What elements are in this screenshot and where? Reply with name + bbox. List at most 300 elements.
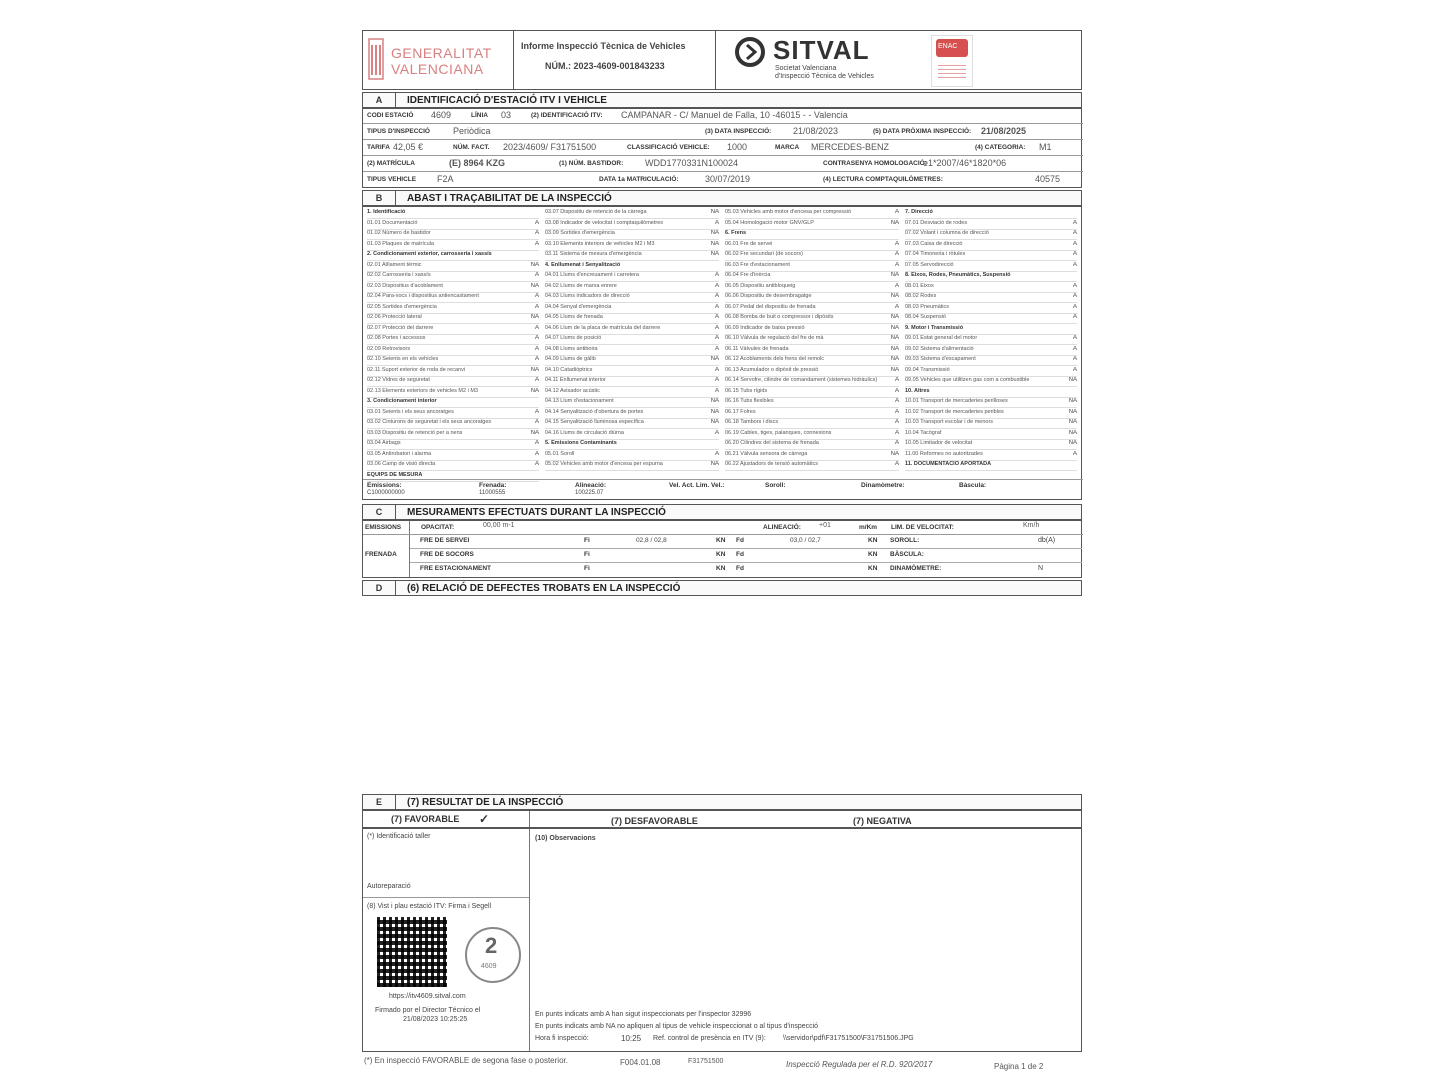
inspection-item: [367, 346, 539, 356]
inspection-report-sheet: [362, 30, 1082, 1052]
result-row: [362, 810, 1082, 828]
alignment-value: +01: [819, 522, 831, 529]
inspection-item-label: 06.16 Tubs flexibles: [725, 398, 774, 404]
gv-name-line2: VALENCIANA: [391, 61, 484, 77]
inspection-item-label: 04.01 Llums d'encreuament i carretera: [545, 272, 639, 278]
inspection-item-result: A: [534, 461, 539, 467]
inspection-item-result: NA: [890, 314, 899, 320]
inspection-item-label: 06.21 Vàlvula sensora de càrrega: [725, 450, 808, 457]
inspection-item-label: 07.05 Servodirecció: [905, 261, 954, 268]
equipment-label: Dinamòmetre:: [861, 482, 905, 489]
inspection-item: [367, 283, 539, 293]
inspection-item-result: NA: [530, 366, 539, 373]
braking-label: FRENADA: [365, 551, 397, 558]
plate-value: (E) 8964 KZG: [449, 158, 506, 168]
inspection-item-label: 7. Direcció: [905, 209, 933, 215]
enac-lines: [938, 62, 966, 78]
brake-type-label: FRE DE SERVEI: [420, 537, 470, 544]
section-d-title: (6) RELACIÓ DE DEFECTES TROBATS EN LA INSPECCIÓ: [407, 583, 681, 594]
brake-type-label: FRE ESTACIONAMENT: [420, 565, 492, 572]
footer-code2: F31751500: [688, 1058, 724, 1065]
result-favorable: (7) FAVORABLE: [391, 814, 460, 824]
inspection-item-result: A: [714, 282, 719, 289]
homologation-label: CONTRASENYA HOMOLOGACIÓ:: [823, 160, 927, 167]
inspection-item-result: A: [534, 450, 539, 457]
inspection-item: [905, 293, 1077, 303]
page-indicator: Pàgina 1 de 2: [994, 1062, 1044, 1071]
inspection-item-label: 02.13 Elements exteriors de vehicles M2 i M3: [367, 387, 478, 394]
inspection-item: [367, 335, 539, 345]
inspection-item-result: A: [534, 324, 539, 331]
inspection-item-result: A: [534, 356, 539, 362]
inspection-category: [545, 440, 719, 450]
observations-label: (10) Observacions: [535, 835, 596, 842]
section-d-header: [362, 580, 1082, 596]
inspection-item: [545, 398, 719, 408]
inspection-date-value: 21/08/2023: [793, 126, 839, 136]
inspection-category: [905, 325, 1077, 335]
inspection-item-result: NA: [710, 398, 719, 404]
inspection-item-result: A: [714, 450, 719, 457]
inspection-items-column-2: [545, 209, 719, 479]
inspection-item: [725, 440, 899, 450]
station-stamp: [465, 927, 521, 983]
emissions-label: EMISSIONS: [365, 524, 402, 531]
inspection-item-label: 06.02 Fre secundari (de socors): [725, 251, 803, 257]
inspection-item-result: A: [534, 303, 539, 310]
inspection-item: [545, 451, 719, 461]
inspection-item: [367, 409, 539, 419]
inspection-item-label: 04.07 Llums de posició: [545, 335, 602, 341]
brake-kn-unit: KN: [868, 551, 878, 558]
inspection-item: [725, 325, 899, 335]
inspection-item: [367, 367, 539, 377]
inspection-item: [905, 409, 1077, 419]
inspection-item-label: 04.02 Llums de marxa enrere: [545, 282, 617, 289]
inspection-item-label: 04.16 Llums de circulació diürna: [545, 429, 624, 436]
stamp-code: 4609: [481, 963, 497, 970]
report-title: Informe Inspecció Tècnica de Vehicles: [521, 41, 686, 51]
inspection-item-result: A: [1072, 240, 1077, 247]
inspection-item: [367, 272, 539, 282]
inspection-item-label: 08.01 Eixos: [905, 282, 934, 289]
inspection-item-result: A: [1072, 293, 1077, 299]
inspection-item-result: A: [534, 335, 539, 341]
inspection-item-result: A: [1072, 251, 1077, 257]
next-inspection-value: 21/08/2025: [981, 126, 1027, 136]
inspection-item-label: 06.07 Pedal del dispositiu de frenada: [725, 303, 816, 310]
inspection-item: [725, 356, 899, 366]
inspection-type-value: Periòdica: [453, 126, 491, 136]
opacity-label: OPACITAT:: [421, 524, 455, 531]
end-time-label: Hora fi inspecció:: [535, 1035, 589, 1042]
speed-limit-label: LIM. DE VELOCITAT:: [891, 524, 954, 531]
inspection-item-result: NA: [710, 230, 719, 236]
inspection-item-result: A: [894, 398, 899, 404]
inspection-item: [725, 419, 899, 429]
inspection-item: [545, 335, 719, 345]
enac-logo: [931, 35, 973, 87]
inspection-item-result: A: [714, 377, 719, 383]
measurement-label: BÀSCULA:: [890, 551, 924, 558]
inspection-category: [905, 461, 1077, 471]
sitval-sub1: Societat Valenciana: [775, 65, 837, 72]
inspection-item-label: 04.08 Llums antiboira: [545, 345, 598, 352]
invoice-value: 2023/4609/ F31751500: [503, 142, 597, 152]
inspection-item: [367, 314, 539, 324]
inspection-item-label: 06.10 Vàlvula de regulació del fre de mà: [725, 335, 824, 341]
registration-date-value: 30/07/2019: [705, 174, 751, 184]
section-b-header: [362, 190, 1082, 206]
brake-fi-label: Fi: [584, 551, 590, 558]
inspection-item-result: NA: [1068, 419, 1077, 425]
inspection-item-result: NA: [890, 345, 899, 352]
inspection-item: [725, 314, 899, 324]
inspection-item-label: 03.06 Camp de visió directa: [367, 461, 436, 467]
inspection-item: [545, 241, 719, 251]
registration-date-label: DATA 1a MATRICULACIÓ:: [599, 176, 679, 183]
inspection-item-label: 04.05 Llums de frenada: [545, 314, 603, 320]
equipment-value: 11000555: [479, 490, 506, 496]
inspection-item-label: 02.09 Retrovisors: [367, 345, 411, 352]
inspection-item: [905, 419, 1077, 429]
inspection-category: [905, 272, 1077, 282]
inspection-items-column-1: [367, 209, 539, 479]
inspection-category: [367, 398, 539, 408]
inspection-item-result: A: [894, 251, 899, 257]
inspection-item: [725, 209, 899, 219]
brake-fd-label: Fd: [736, 537, 744, 544]
section-a-header: [362, 92, 1082, 108]
inspection-item-result: NA: [1068, 440, 1077, 446]
station-code-label: CODI ESTACIÓ: [367, 112, 414, 119]
inspection-item-label: 6. Frens: [725, 230, 747, 236]
note-na: En punts indicats amb NA no apliquen al tipus de vehicle inspeccionat o al tipus d'inspecció: [535, 1023, 819, 1030]
inspection-item-label: 06.15 Tubs rígids: [725, 387, 768, 394]
inspection-item: [725, 293, 899, 303]
inspection-item-label: 04.11 Enllumenat interior: [545, 377, 606, 383]
inspection-item-result: NA: [1068, 408, 1077, 415]
inspection-items-column-3: [725, 209, 899, 479]
report-header: [362, 30, 1082, 90]
inspection-item: [367, 304, 539, 314]
inspection-item-label: 01.03 Plaques de matrícula: [367, 240, 434, 247]
equipment-label: Frenada:: [479, 482, 507, 489]
inspection-item-label: 06.09 Indicador de baixa pressió: [725, 324, 805, 331]
inspection-item-result: NA: [890, 450, 899, 457]
inspection-item: [905, 335, 1077, 345]
equipment-label: Emissions:: [367, 482, 402, 489]
inspection-item-label: 08.03 Pneumàtics: [905, 303, 950, 310]
inspection-item-label: 11. DOCUMENTACIÓ APORTADA: [905, 461, 992, 467]
inspection-item: [545, 356, 719, 366]
inspection-item-label: 02.10 Seients en els vehicles: [367, 356, 439, 362]
inspection-item-result: NA: [890, 356, 899, 362]
brake-kn-unit: KN: [716, 565, 726, 572]
inspection-item-result: A: [1072, 230, 1077, 236]
inspection-item: [545, 325, 719, 335]
inspection-item-label: 07.02 Volant i columna de direcció: [905, 230, 989, 236]
inspection-item-result: NA: [1068, 429, 1077, 436]
inspection-item: [367, 220, 539, 230]
inspection-item-result: A: [714, 324, 719, 331]
inspection-item-label: 11.00 Reformes no autoritzades: [905, 450, 983, 457]
inspection-item-label: 06.05 Dispositiu antibloqueig: [725, 282, 796, 289]
inspection-item: [905, 220, 1077, 230]
inspection-item: [367, 230, 539, 240]
section-a-title: IDENTIFICACIÓ D'ESTACIÓ ITV I VEHICLE: [407, 95, 607, 106]
section-c-title: MESURAMENTS EFECTUATS DURANT LA INSPECCIÓ: [407, 507, 666, 518]
qr-url[interactable]: https://itv4609.sitval.com: [389, 993, 466, 1000]
footer-note: (*) En inspecció FAVORABLE de segona fase o posterior.: [364, 1056, 568, 1065]
result-negative: (7) NEGATIVA: [853, 816, 912, 826]
inspection-item: [725, 398, 899, 408]
inspection-item-result: NA: [530, 282, 539, 289]
result-body: [362, 828, 1082, 1052]
inspection-item-result: NA: [710, 461, 719, 467]
brake-fi-label: Fi: [584, 565, 590, 572]
inspection-item: [905, 304, 1077, 314]
inspection-item-label: 09.01 Estat general del motor: [905, 335, 978, 341]
inspection-item-label: 03.02 Cinturons de seguretat i els seus ancoratges: [367, 419, 492, 425]
inspection-item: [545, 419, 719, 429]
brake-kn-unit: KN: [868, 537, 878, 544]
inspection-item-label: 10.04 Tacògraf: [905, 429, 942, 436]
inspection-item-result: NA: [530, 261, 539, 268]
signed-line2: 21/08/2023 10:25:25: [403, 1016, 468, 1023]
inspection-item-label: 04.14 Senyalització d'obertura de portes: [545, 408, 644, 415]
inspection-item: [367, 377, 539, 387]
inspection-item-result: NA: [1068, 398, 1077, 404]
enac-label: ENAC: [938, 43, 958, 50]
inspection-item: [545, 283, 719, 293]
inspection-item-label: 02.11 Suport exterior de roda de recanvi: [367, 366, 466, 373]
equipment-label: Alineació:: [575, 482, 607, 489]
brake-fi-label: Fi: [584, 537, 590, 544]
inspection-item: [545, 293, 719, 303]
inspection-item: [725, 220, 899, 230]
inspection-item-result: A: [714, 293, 719, 299]
inspection-item: [905, 356, 1077, 366]
inspection-item-label: 3. Condicionament interior: [367, 398, 437, 404]
inspection-item: [905, 367, 1077, 377]
inspection-item-result: A: [714, 429, 719, 436]
inspection-item-label: 06.14 Servofre, cilindre de comandament (sistemes hidràulics): [725, 377, 878, 383]
itv-approval-label: (8) Vist i plau estació ITV: Firma i Segell: [367, 903, 492, 910]
inspection-item-label: 05.01 Soroll: [545, 450, 575, 457]
inspection-item: [725, 304, 899, 314]
inspection-item-result: A: [534, 293, 539, 299]
section-b-body: [362, 206, 1082, 500]
brand-label: MARCA: [775, 144, 800, 151]
workshop-id-label: (*) Identificació taller: [367, 833, 431, 840]
inspection-item-result: A: [534, 230, 539, 236]
inspection-item-label: 02.07 Protecció del darrere: [367, 324, 434, 331]
brake-fd-label: Fd: [736, 551, 744, 558]
qr-code-icon: [377, 917, 447, 987]
inspection-item-result: A: [894, 377, 899, 383]
next-inspection-label: (5) DATA PRÒXIMA INSPECCIÓ:: [873, 128, 972, 135]
equipment-value: 100225.07: [575, 490, 604, 496]
inspection-category: [367, 209, 539, 219]
odometer-value: 40575: [1035, 174, 1061, 184]
section-e-title: (7) RESULTAT DE LA INSPECCIÓ: [407, 797, 564, 808]
section-a-body: [362, 108, 1082, 188]
inspection-item-label: 06.04 Fre d'inèrcia: [725, 272, 771, 278]
inspection-item: [367, 293, 539, 303]
section-b-title: ABAST I TRAÇABILITAT DE LA INSPECCIÓ: [407, 193, 612, 204]
inspection-item: [545, 251, 719, 261]
inspection-item: [725, 283, 899, 293]
inspection-item-label: 04.15 Senyalització lluminosa específica: [545, 419, 644, 425]
inspection-item-label: 02.12 Vidres de seguretat: [367, 377, 430, 383]
inspection-item-result: A: [534, 377, 539, 383]
inspection-item: [367, 356, 539, 366]
inspection-item-label: 02.03 Dispositius d'acoblament: [367, 282, 443, 289]
inspection-item-label: 06.01 Fre de servei: [725, 240, 773, 247]
inspection-item-label: 04.13 Llum d'estacionament: [545, 398, 614, 404]
measuring-equipment-row: [363, 481, 1083, 499]
inspection-item-label: 09.02 Sistema d'alimentació: [905, 345, 974, 352]
inspection-item-label: 08.04 Suspensió: [905, 314, 946, 320]
inspection-item-label: 09.04 Transmissió: [905, 366, 950, 373]
inspection-item: [725, 262, 899, 272]
tariff-value: 42,05 €: [393, 142, 424, 152]
inspection-item: [905, 283, 1077, 293]
inspection-item: [367, 325, 539, 335]
category-label: (4) CATEGORIA:: [975, 144, 1026, 151]
inspection-item-label: 05.02 Vehicles amb motor d'encesa per espurna: [545, 461, 663, 467]
inspection-item: [905, 377, 1077, 387]
inspection-item-result: A: [1072, 335, 1077, 341]
inspection-item-label: 5. Emissions Contaminants: [545, 440, 617, 446]
measurement-label: DINAMÒMETRE:: [890, 565, 942, 572]
inspection-item-result: A: [1072, 219, 1077, 226]
inspection-item-label: 02.04 Para-xocs i dispositius antiencastament: [367, 293, 479, 299]
inspection-item-label: 03.07 Dispositiu de retenció de la càrrega: [545, 209, 647, 215]
alignment-label: ALINEACIÓ:: [763, 524, 801, 531]
inspection-item: [545, 377, 719, 387]
inspection-item-result: A: [534, 440, 539, 446]
inspection-item-label: 01.02 Número de bastidor: [367, 230, 431, 236]
inspection-item: [905, 314, 1077, 324]
inspection-item-label: 1. Identificació: [367, 209, 406, 215]
measurement-unit: db(A): [1038, 537, 1056, 544]
inspection-item-result: A: [534, 240, 539, 247]
inspection-item-label: 04.10 Catadiòptrics: [545, 366, 593, 373]
inspection-item-label: 05.03 Vehicles amb motor d'encesa per compressió: [725, 209, 852, 215]
end-time-value: 10:25: [621, 1034, 642, 1043]
footer-regulation: Inspecció Regulada per el R.D. 920/2017: [786, 1060, 933, 1069]
inspection-item: [725, 367, 899, 377]
inspection-item-result: A: [534, 419, 539, 425]
section-c-header: [362, 504, 1082, 520]
itv-id-value: CAMPANAR - C/ Manuel de Falla, 10 -46015 - - Valencia: [621, 110, 848, 120]
inspection-item-label: 10.01 Transport de mercaderies perilloses: [905, 398, 1008, 404]
inspection-item-label: 04.03 Llums indicadors de direcció: [545, 293, 630, 299]
inspection-item-result: A: [714, 314, 719, 320]
inspection-item-label: 10.03 Transport escolar i de menors: [905, 419, 994, 425]
inspection-item-label: 10. Altres: [905, 387, 930, 394]
inspection-item-result: A: [894, 461, 899, 467]
brake-kn-unit: KN: [716, 551, 726, 558]
inspection-item: [725, 272, 899, 282]
vin-label: (1) NÚM. BASTIDOR:: [559, 160, 624, 167]
inspection-items-column-4: [905, 209, 1077, 479]
inspection-item-result: NA: [890, 366, 899, 373]
result-unfavorable: (7) DESFAVORABLE: [611, 816, 698, 826]
inspection-item-label: 03.10 Elements interiors de vehicles M2 i M3: [545, 240, 655, 247]
gv-name-line1: GENERALITAT: [391, 45, 492, 61]
inspection-item-result: NA: [710, 240, 719, 247]
stamp-number: 2: [485, 933, 498, 958]
vehicle-class-label: CLASSIFICACIÓ VEHICLE:: [627, 144, 710, 151]
inspection-item: [725, 430, 899, 440]
vehicle-type-value: F2A: [437, 174, 454, 184]
generalitat-crest-icon: [367, 37, 387, 83]
inspection-item-label: 04.06 Llum de la placa de matrícula del darrere: [545, 324, 661, 331]
inspection-item: [545, 409, 719, 419]
inspection-item-result: A: [894, 429, 899, 436]
inspection-item: [545, 388, 719, 398]
inspection-item: [905, 251, 1077, 261]
alignment-unit: m/Km: [859, 524, 878, 531]
odometer-label: (4) LECTURA COMPTAQUILÒMETRES:: [823, 176, 943, 183]
inspection-item: [905, 430, 1077, 440]
inspection-item-result: A: [1072, 450, 1077, 457]
vehicle-type-label: TIPUS VEHICLE: [367, 176, 417, 183]
inspection-item-result: A: [1072, 303, 1077, 310]
brake-type-label: FRE DE SOCORS: [420, 551, 474, 558]
defects-area: [362, 596, 1082, 792]
measurement-label: SOROLL:: [890, 537, 920, 544]
inspection-item: [545, 367, 719, 377]
inspection-item-result: A: [894, 387, 899, 394]
inspection-item: [725, 409, 899, 419]
inspection-item-label: 06.03 Fre d'estacionament: [725, 261, 790, 268]
inspection-item-label: 07.04 Timoneria i ròtules: [905, 251, 966, 257]
inspection-item-result: A: [1072, 356, 1077, 362]
presence-ref-label: Ref. control de presència en ITV (9):: [653, 1035, 766, 1042]
inspection-item-result: A: [534, 272, 539, 278]
inspection-item: [367, 262, 539, 272]
inspection-item-label: 03.09 Sortides d'emergència: [545, 230, 615, 236]
inspection-item: [367, 430, 539, 440]
inspection-item-label: 09.05 Vehicles que utilitzen gas com a combustible: [905, 377, 1030, 383]
inspection-item-result: A: [894, 440, 899, 446]
equipment-label: Vel. Act. Lim. Vel.:: [669, 482, 725, 489]
inspection-item: [367, 388, 539, 398]
inspection-item-result: A: [894, 419, 899, 425]
inspection-item: [545, 272, 719, 282]
inspection-item-label: 07.01 Desviació de rodes: [905, 219, 968, 226]
inspection-item-result: A: [534, 345, 539, 352]
inspection-item-result: A: [714, 345, 719, 352]
inspection-item-result: A: [714, 366, 719, 373]
section-d-letter: D: [363, 581, 396, 595]
inspection-item-result: NA: [890, 293, 899, 299]
inspection-item-result: A: [1072, 314, 1077, 320]
inspection-item: [905, 230, 1077, 240]
inspection-item-label: 03.01 Seients i els seus ancoratges: [367, 408, 454, 415]
inspection-category: [545, 262, 719, 272]
brake-fd-label: Fd: [736, 565, 744, 572]
inspection-item-label: 06.19 Cables, tiges, palanques, connexions: [725, 429, 832, 436]
inspection-item-result: NA: [530, 429, 539, 436]
inspection-item: [367, 451, 539, 461]
inspection-item-result: NA: [890, 324, 899, 331]
inspection-item: [545, 209, 719, 219]
